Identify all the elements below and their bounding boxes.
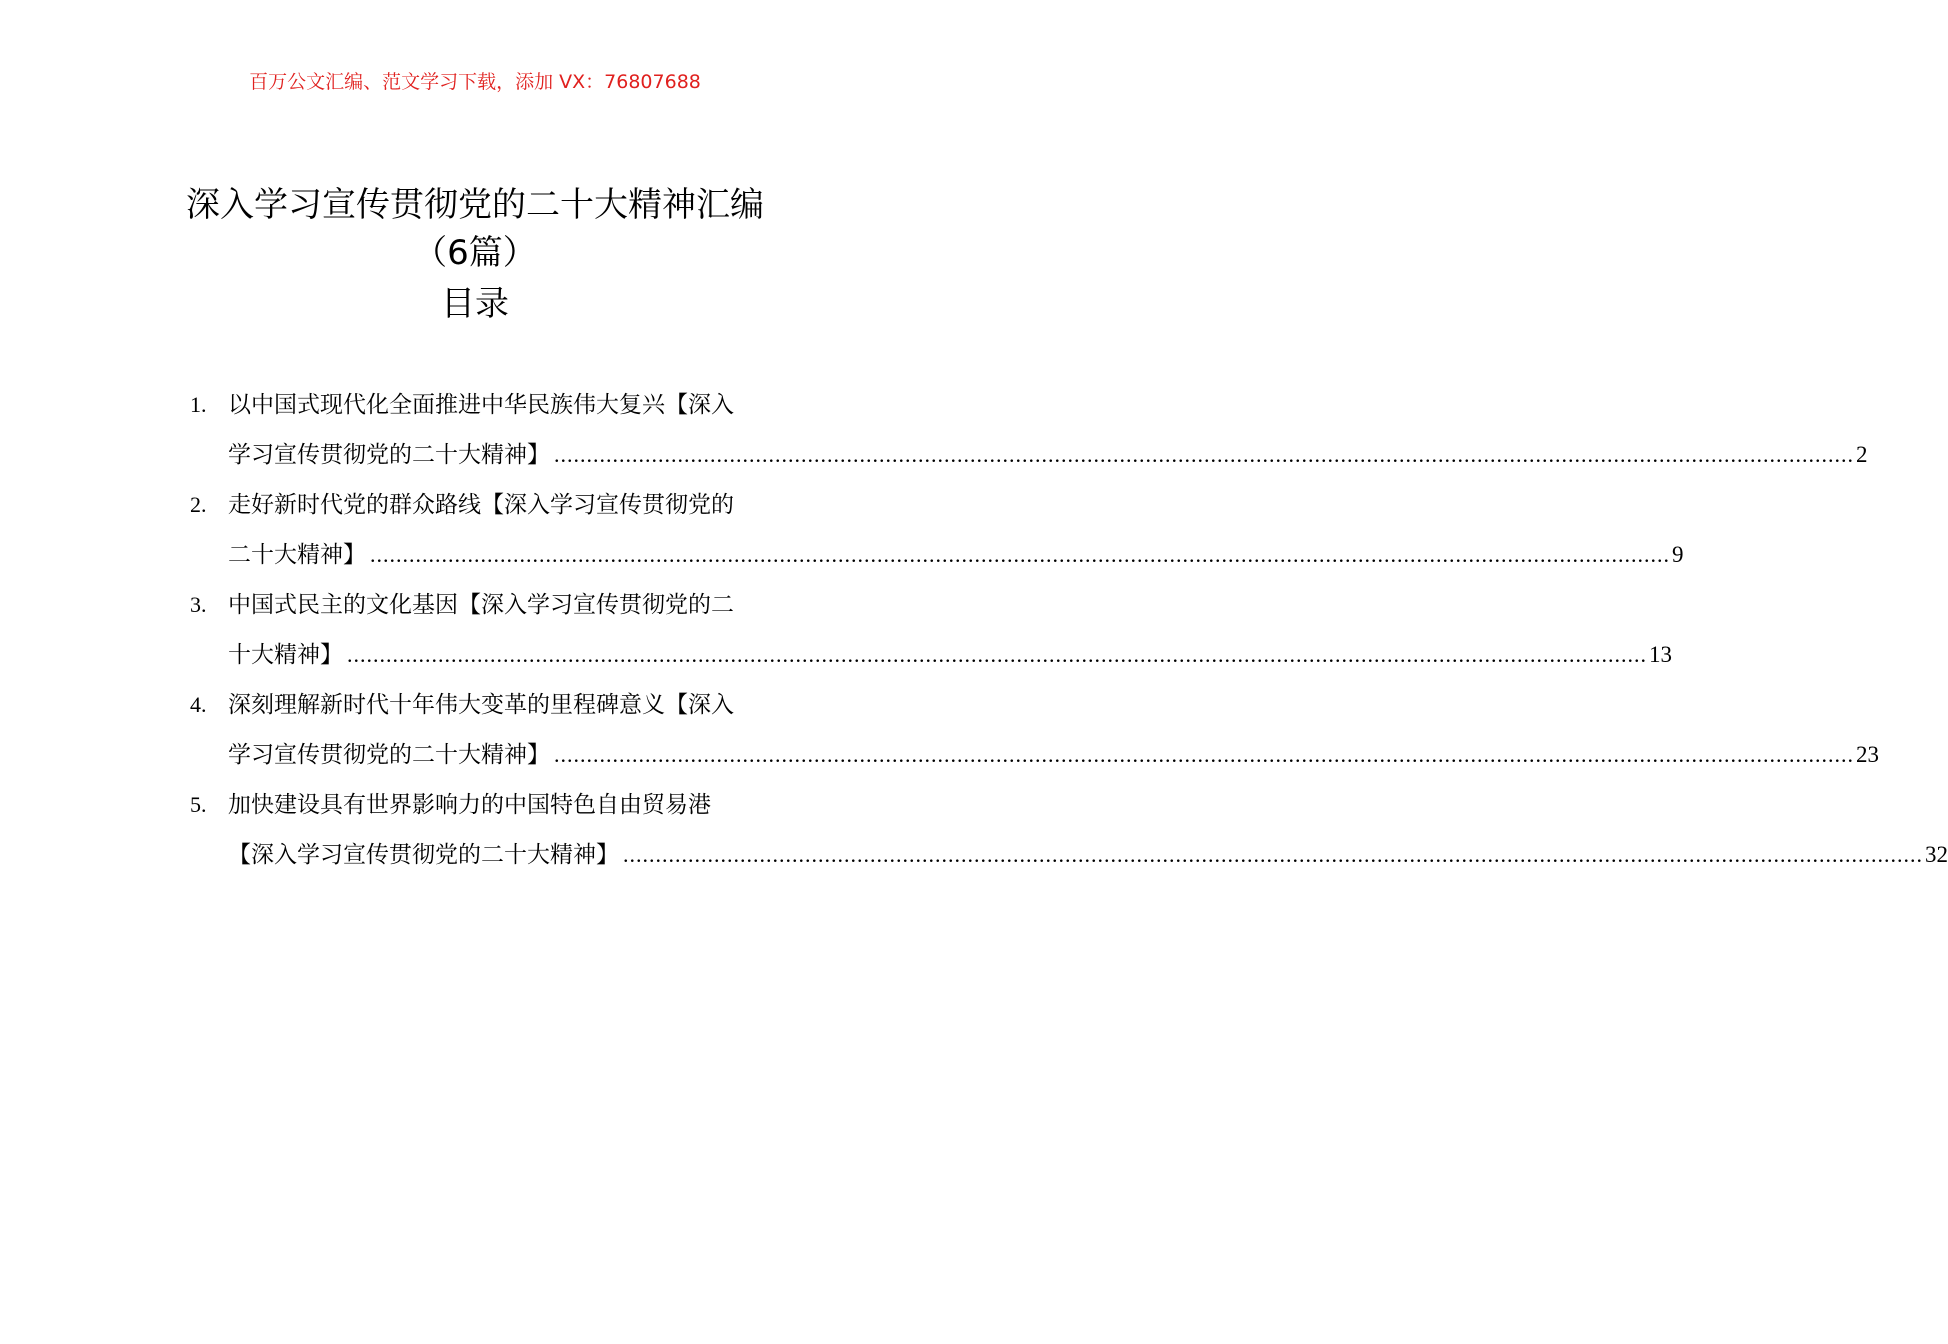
toc-entry-page: 9 bbox=[1672, 542, 1684, 567]
toc-dot-leader: ........................................................................................................................................................................................................ bbox=[554, 742, 1854, 767]
toc-entry-2[interactable] bbox=[190, 480, 1684, 580]
toc-entry-number: 2. bbox=[190, 492, 207, 517]
toc-entry-title: 深刻理解新时代十年伟大变革的里程碑意义【深入 bbox=[228, 692, 734, 718]
toc-heading: 目录 bbox=[441, 284, 509, 324]
toc-entry-number: 4. bbox=[190, 692, 207, 717]
toc-entry-title: 走好新时代党的群众路线【深入学习宣传贯彻党的 bbox=[228, 492, 734, 518]
toc-entry-title: 加快建设具有世界影响力的中国特色自由贸易港 bbox=[228, 792, 711, 818]
toc-entry-1[interactable] bbox=[190, 380, 1868, 480]
toc-entry-title: 以中国式现代化全面推进中华民族伟大复兴【深入 bbox=[228, 392, 734, 418]
toc-dot-leader: ........................................................................................................................................................................................................ bbox=[623, 842, 1923, 867]
toc-entry-title-continued: 十大精神】 bbox=[228, 642, 343, 668]
toc-entry-number: 5. bbox=[190, 792, 207, 817]
table-of-contents bbox=[190, 380, 1948, 880]
toc-entry-number: 1. bbox=[190, 392, 207, 417]
toc-entry-page: 23 bbox=[1856, 742, 1879, 767]
toc-entry-page: 13 bbox=[1649, 642, 1672, 667]
toc-entry-title-continued: 学习宣传贯彻党的二十大精神】 bbox=[228, 742, 550, 768]
toc-entry-5[interactable] bbox=[190, 780, 1948, 880]
toc-entry-page: 32 bbox=[1925, 842, 1948, 867]
toc-entry-title-continued: 学习宣传贯彻党的二十大精神】 bbox=[228, 442, 550, 468]
toc-entry-4[interactable] bbox=[190, 680, 1879, 780]
toc-entry-number: 3. bbox=[190, 592, 207, 617]
document-subtitle-count: （6篇） bbox=[413, 233, 537, 273]
toc-entry-title-continued: 【深入学习宣传贯彻党的二十大精神】 bbox=[228, 842, 619, 868]
toc-dot-leader: ........................................................................................................................................................................................................ bbox=[347, 642, 1647, 667]
toc-dot-leader: ........................................................................................................................................................................................................ bbox=[554, 442, 1854, 467]
toc-entry-page: 2 bbox=[1856, 442, 1868, 467]
toc-entry-3[interactable] bbox=[190, 580, 1672, 680]
document-title: 深入学习宣传贯彻党的二十大精神汇编 bbox=[186, 185, 764, 225]
toc-dot-leader: ........................................................................................................................................................................................................ bbox=[370, 542, 1670, 567]
toc-entry-title: 中国式民主的文化基因【深入学习宣传贯彻党的二 bbox=[228, 592, 734, 618]
header-banner: 百万公文汇编、范文学习下载，添加 VX：76807688 bbox=[249, 71, 701, 93]
toc-entry-title-continued: 二十大精神】 bbox=[228, 542, 366, 568]
